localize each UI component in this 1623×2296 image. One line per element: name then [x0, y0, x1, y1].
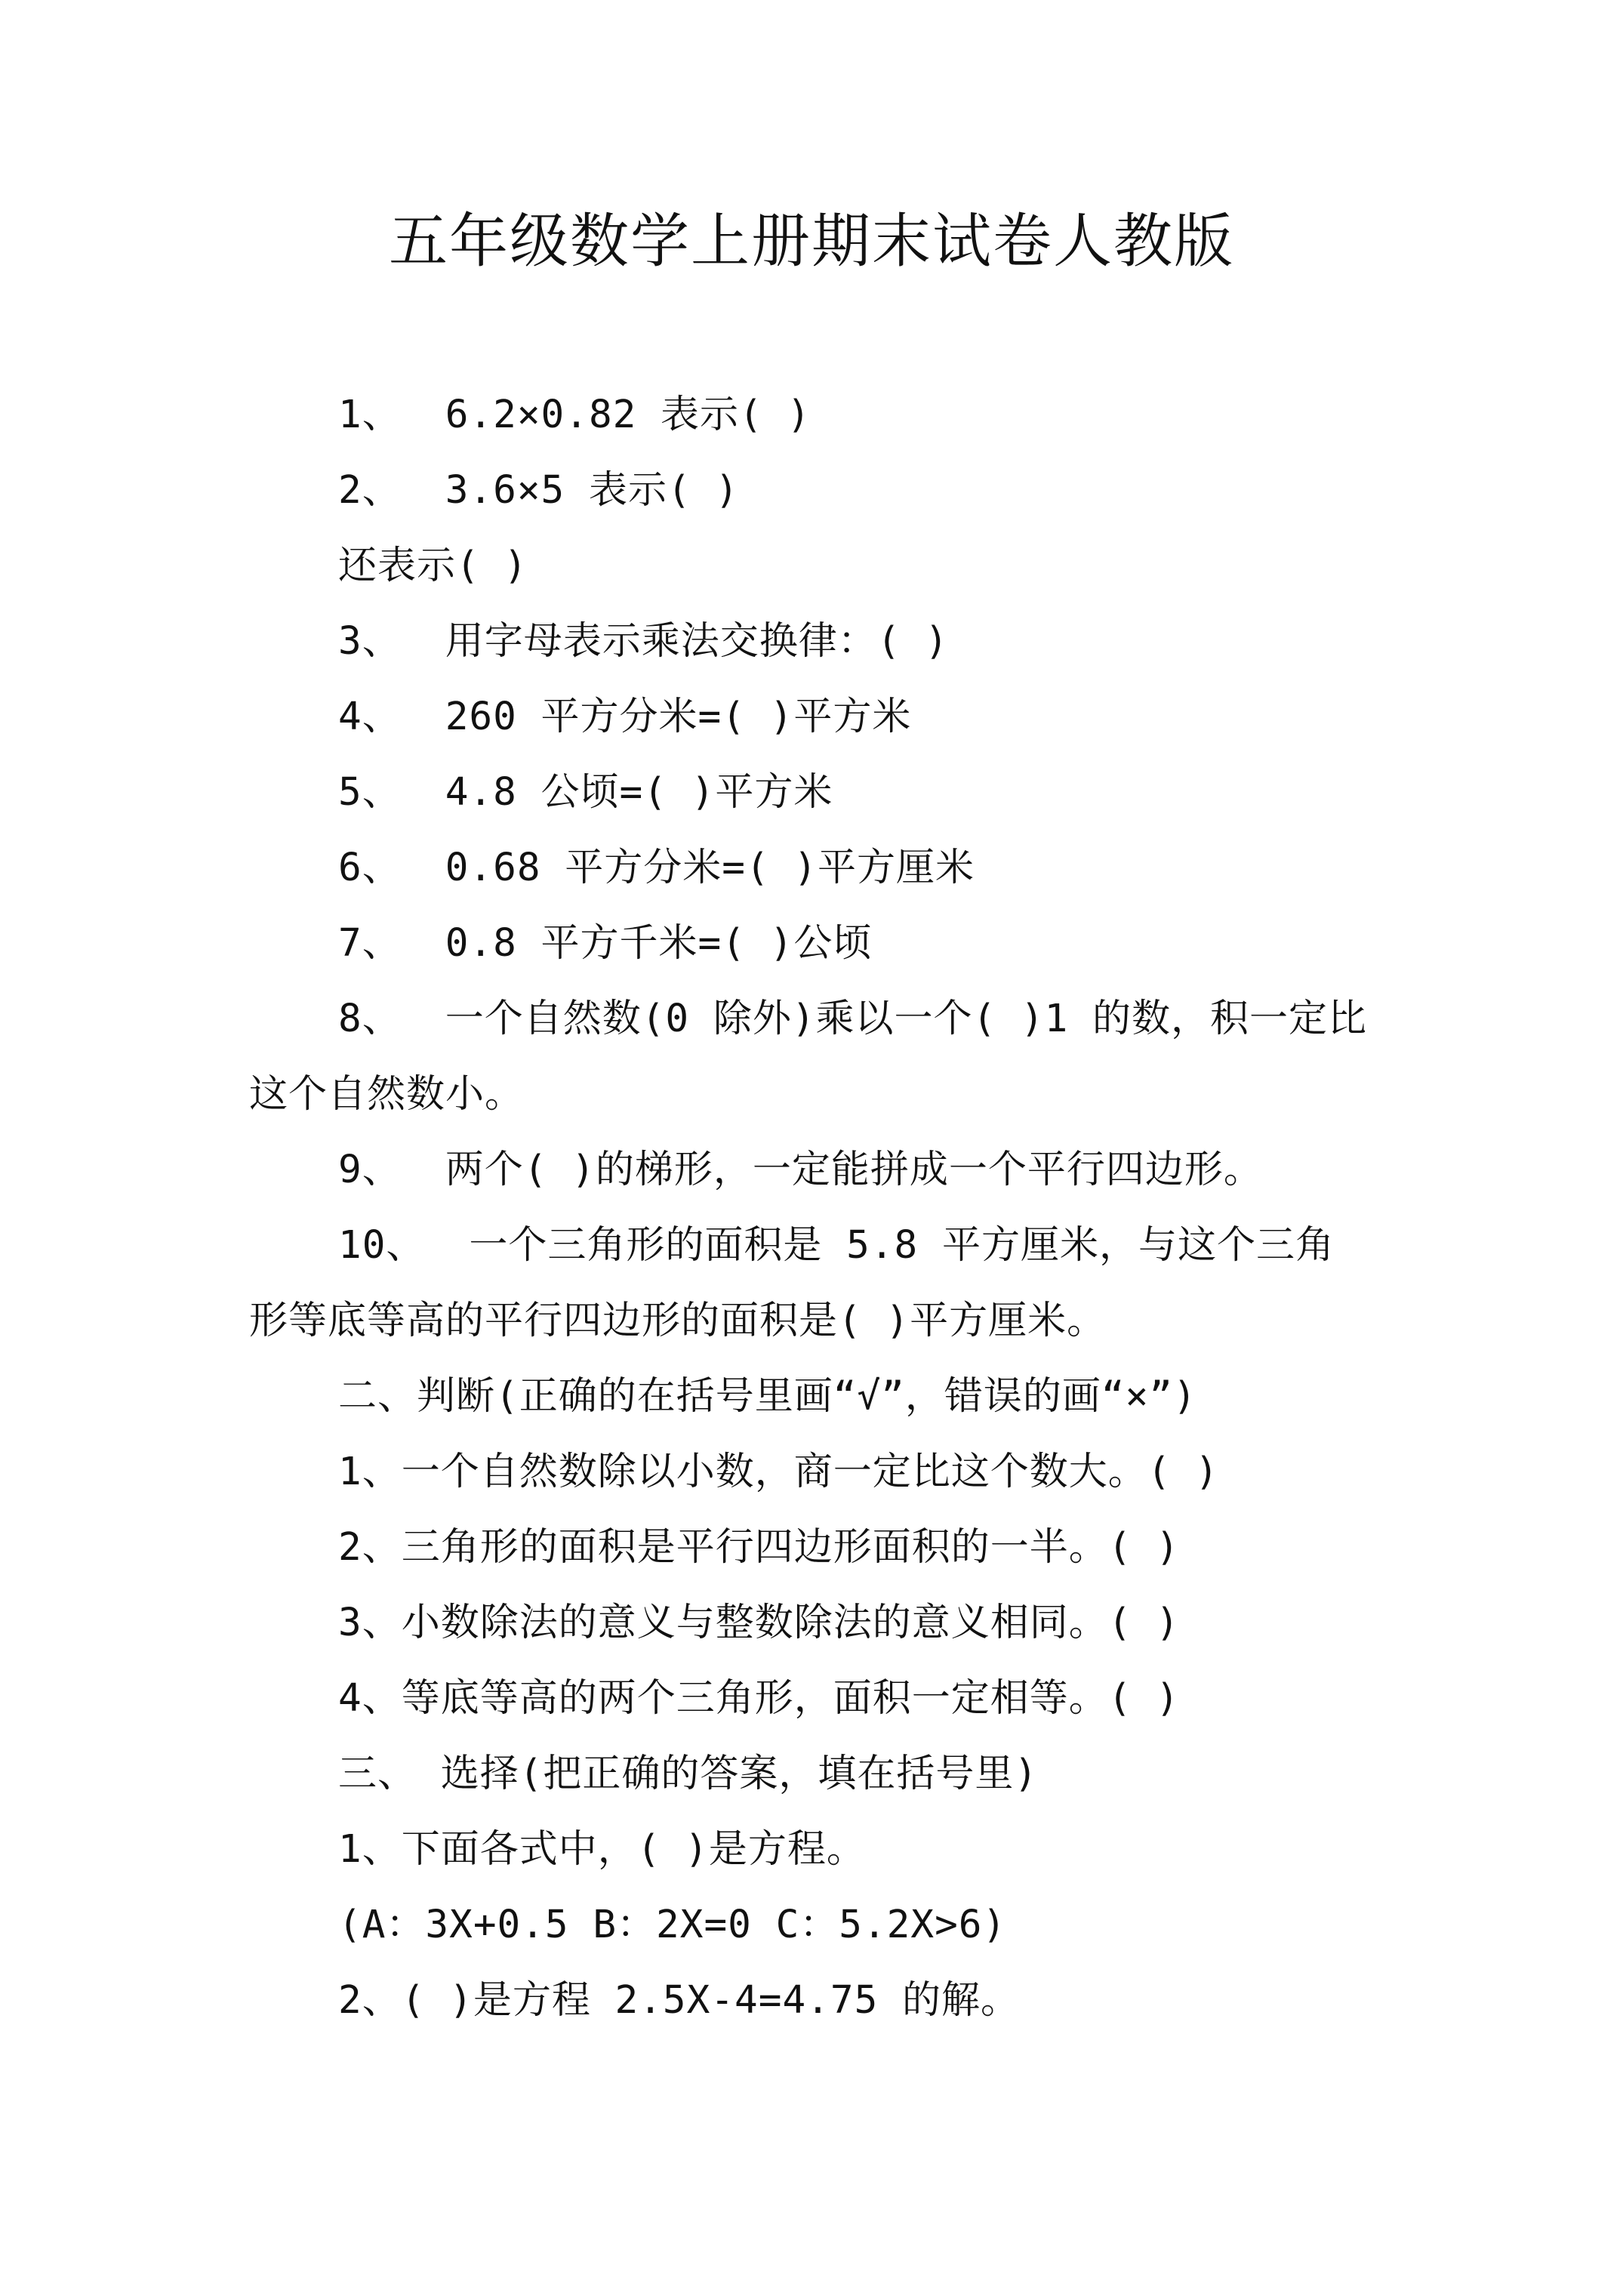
judgement-item-2: 2、三角形的面积是平行四边形面积的一半。( ) — [338, 1525, 1180, 1570]
question-text: 4.8 公顷=( )平方米 — [445, 770, 833, 815]
question-4 — [338, 695, 911, 740]
question-number: 3、 — [338, 619, 402, 664]
question-text: 3.6×5 表示( ) — [445, 468, 740, 513]
question-number: 4、 — [338, 695, 402, 739]
question-text: 用字母表示乘法交换律：( ) — [445, 619, 949, 664]
question-9 — [338, 1148, 1263, 1193]
question-number: 2、 — [338, 468, 402, 513]
page-title: 五年级数学上册期末试卷人教版 — [388, 208, 1234, 276]
judgement-item-1: 1、一个自然数除以小数，商一定比这个数大。( ) — [338, 1450, 1219, 1494]
question-text: 0.68 平方分米=( )平方厘米 — [445, 846, 975, 890]
judgement-item-3: 3、小数除法的意义与整数除法的意义相同。( ) — [338, 1601, 1180, 1645]
question-text: 260 平方分米=( )平方米 — [445, 695, 912, 739]
choice-item-1-options: (A：3X+0.5 B：2X=0 C：5.2X>6) — [338, 1903, 1007, 1947]
question-10-continued: 形等底等高的平行四边形的面积是( )平方厘米。 — [249, 1299, 1107, 1343]
question-number: 8、 — [338, 997, 402, 1041]
question-1 — [338, 393, 811, 438]
question-2-continued: 还表示( ) — [338, 544, 528, 588]
section-3-heading: 三、 选择(把正确的答案，填在括号里) — [338, 1752, 1039, 1796]
choice-item-2: 2、( )是方程 2.5X-4=4.75 的解。 — [338, 1978, 1020, 2023]
question-2 — [338, 468, 739, 513]
question-number: 9、 — [338, 1148, 402, 1192]
question-text: 一个自然数(0 除外)乘以一个( )1 的数，积一定比 — [445, 997, 1368, 1041]
question-number: 1、 — [338, 393, 402, 437]
question-8 — [338, 997, 1367, 1042]
question-number: 10、 — [338, 1223, 426, 1268]
question-text: 6.2×0.82 表示( ) — [445, 393, 812, 437]
question-text: 两个( )的梯形，一定能拼成一个平行四边形。 — [445, 1148, 1263, 1192]
question-3 — [338, 619, 949, 664]
question-7 — [338, 921, 872, 966]
question-10 — [338, 1223, 1335, 1268]
question-8-continued: 这个自然数小。 — [249, 1072, 525, 1117]
question-number: 5、 — [338, 770, 402, 815]
question-text: 0.8 平方千米=( )公顷 — [445, 921, 873, 966]
question-text: 一个三角形的面积是 5.8 平方厘米，与这个三角 — [469, 1223, 1335, 1268]
choice-item-1: 1、下面各式中，( )是方程。 — [338, 1827, 866, 1872]
question-number: 7、 — [338, 921, 402, 966]
section-2-heading: 二、判断(正确的在括号里画“√”，错误的画“×”) — [338, 1374, 1197, 1419]
judgement-item-4: 4、等底等高的两个三角形，面积一定相等。( ) — [338, 1676, 1180, 1721]
question-5 — [338, 770, 833, 815]
question-number: 6、 — [338, 846, 402, 890]
question-6 — [338, 846, 975, 891]
